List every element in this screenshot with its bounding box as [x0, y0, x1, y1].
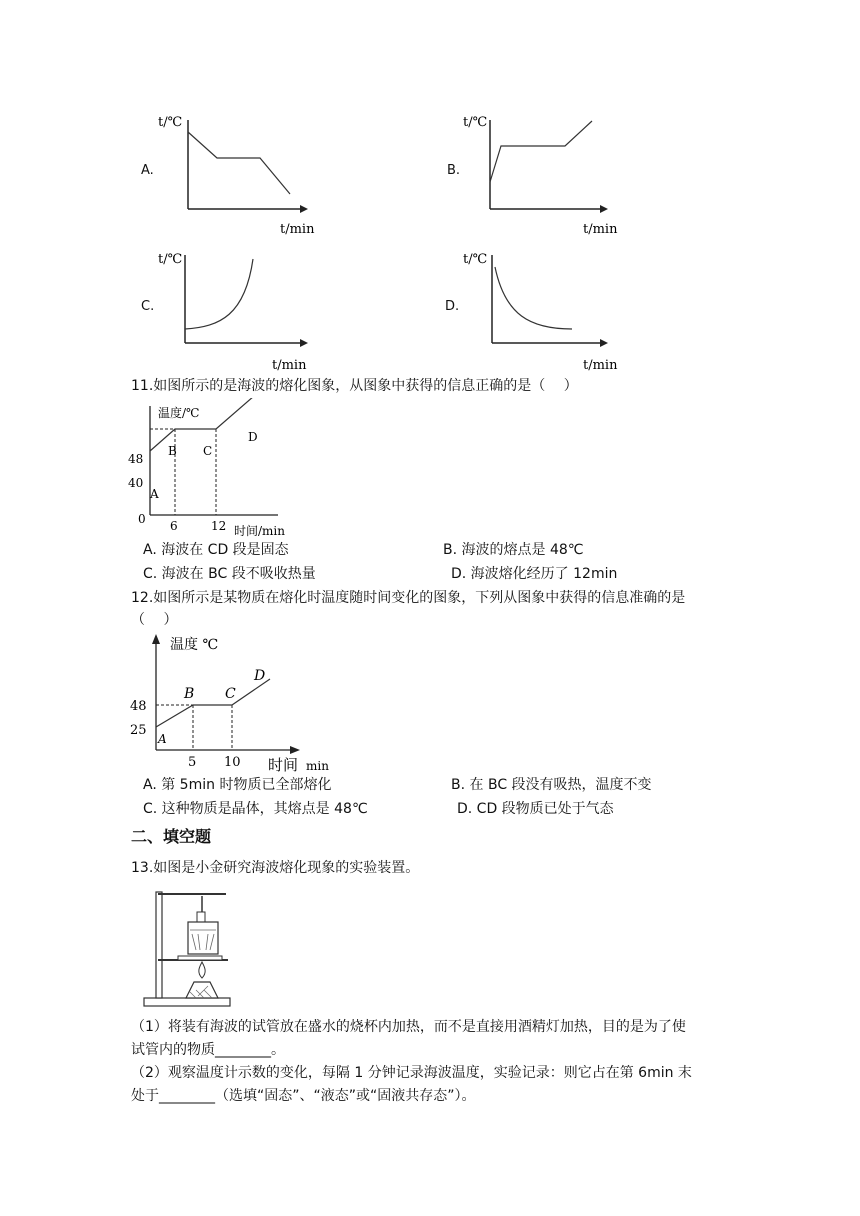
q12-option-d: D. CD 段物质已处于气态	[457, 801, 614, 817]
q13-sub2-line1: （2）观察温度计示数的变化，每隔 1 分钟记录海波温度，实验记录：则它占在第 6min 末	[131, 1065, 692, 1081]
q11-option-a: A. 海波在 CD 段是固态	[143, 542, 289, 558]
q11-ylabel: 温度/℃	[158, 406, 200, 420]
q12-ytick-25: 25	[130, 723, 147, 738]
q12-point-c: C	[225, 686, 236, 702]
q11-point-a: A	[150, 487, 159, 501]
option-b-ylabel: t/℃	[463, 115, 488, 130]
q11-chart	[128, 398, 308, 540]
q13-sub1-line2: 试管内的物质________。	[131, 1042, 285, 1058]
q11-point-d: D	[248, 430, 258, 444]
option-c-xlabel: t/min	[272, 358, 307, 373]
q12-option-c: C. 这种物质是晶体，其熔点是 48℃	[143, 801, 368, 817]
q13-question: 13.如图是小金研究海波熔化现象的实验装置。	[131, 860, 420, 876]
q12-question-line2: （ ）	[131, 612, 178, 628]
q11-option-c: C. 海波在 BC 段不吸收热量	[143, 566, 316, 582]
q11-question: 11.如图所示的是海波的熔化图象，从图象中获得的信息正确的是（ ）	[131, 378, 578, 394]
q11-point-b: B	[168, 444, 177, 458]
apparatus-illustration	[140, 886, 240, 1010]
q12-point-b: B	[184, 686, 195, 702]
q11-ytick-0: 0	[138, 512, 146, 526]
option-d-xlabel: t/min	[583, 358, 618, 373]
option-a-graph	[150, 108, 320, 238]
q12-xtick-10: 10	[224, 755, 241, 770]
q12-option-a: A. 第 5min 时物质已全部熔化	[143, 777, 332, 793]
option-a-xlabel: t/min	[280, 222, 315, 237]
q12-point-d: D	[254, 668, 266, 684]
q11-xlabel: 时间/min	[234, 524, 285, 538]
q13-sub1-line1: （1）将装有海波的试管放在盛水的烧杯内加热，而不是直接用酒精灯加热，目的是为了使	[131, 1019, 686, 1035]
q13-sub2-line2: 处于________（选填“固态”、“液态”或“固液共存态”）。	[131, 1088, 476, 1104]
q12-point-a: A	[158, 732, 167, 746]
q12-xtick-5: 5	[188, 755, 197, 770]
option-a-ylabel: t/℃	[158, 115, 183, 130]
option-c-graph	[150, 245, 320, 375]
q11-option-b: B. 海波的熔点是 48℃	[443, 542, 584, 558]
q12-ylabel: 温度 ℃	[170, 637, 219, 653]
option-c-ylabel: t/℃	[158, 252, 183, 267]
option-d-graph	[455, 245, 625, 375]
q11-xtick-12: 12	[211, 519, 227, 533]
option-b-xlabel: t/min	[583, 222, 618, 237]
option-d-ylabel: t/℃	[463, 252, 488, 267]
option-d-label: D.	[445, 299, 460, 314]
q12-option-b: B. 在 BC 段没有吸热，温度不变	[451, 777, 652, 793]
q11-option-d: D. 海波熔化经历了 12min	[451, 566, 618, 582]
q12-xlabel: 时间	[268, 756, 299, 774]
section-title: 二、填空题	[131, 827, 212, 846]
q11-ytick-40: 40	[128, 476, 144, 490]
q12-chart	[130, 632, 340, 774]
q11-xtick-6: 6	[170, 519, 178, 533]
q11-point-c: C	[203, 444, 213, 458]
q12-ytick-48: 48	[130, 699, 147, 714]
option-b-graph	[455, 108, 625, 238]
q12-xunit: min	[306, 759, 329, 773]
option-c-label: C.	[141, 299, 155, 314]
option-a-label: A.	[141, 163, 154, 178]
q12-question-line1: 12.如图所示是某物质在熔化时温度随时间变化的图象，下列从图象中获得的信息准确的是	[131, 590, 686, 606]
q11-ytick-48: 48	[128, 452, 144, 466]
option-b-label: B.	[447, 163, 461, 178]
